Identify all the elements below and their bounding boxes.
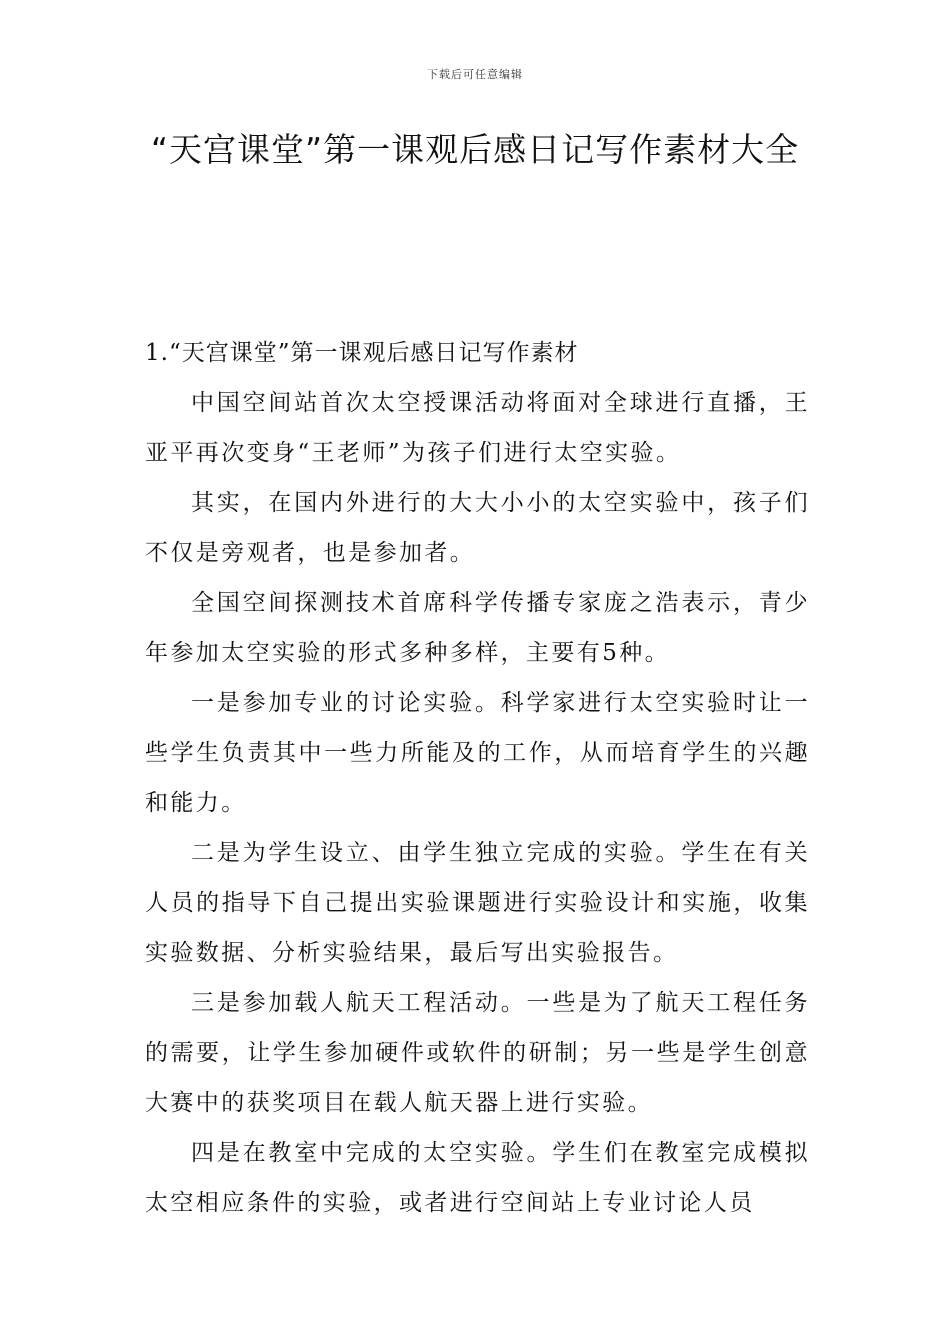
- paragraph: 二是为学生设立、由学生独立完成的实验。学生在有关人员的指导下自己提出实验课题进行实验设计和实施，收集实验数据、分析实验结果，最后写出实验报告。: [145, 840, 810, 966]
- paragraph: 四是在教室中完成的太空实验。学生们在教室完成模拟太空相应条件的实验，或者进行空间站上专业讨论人员: [145, 1140, 810, 1216]
- paragraph: 其实，在国内外进行的大大小小的太空实验中，孩子们不仅是旁观者，也是参加者。: [145, 490, 810, 566]
- paragraph: 中国空间站首次太空授课活动将面对全球进行直播，王亚平再次变身“王老师”为孩子们进行太空实验。: [145, 390, 810, 466]
- paragraph: 三是参加载人航天工程活动。一些是为了航天工程任务的需要，让学生参加硬件或软件的研制；另一些是学生创意大赛中的获奖项目在载人航天器上进行实验。: [145, 990, 810, 1116]
- paragraph: 一是参加专业的讨论实验。科学家进行太空实验时让一些学生负责其中一些力所能及的工作，从而培育学生的兴趣和能力。: [145, 690, 810, 816]
- header-note: 下载后可任意编辑: [427, 68, 523, 81]
- section-heading: 1.“天宫课堂”第一课观后感日记写作素材: [145, 340, 579, 366]
- document-body: [145, 328, 810, 1228]
- document-title: “天宫课堂”第一课观后感日记写作素材大全: [150, 130, 800, 169]
- paragraph: 全国空间探测技术首席科学传播专家庞之浩表示，青少年参加太空实验的形式多种多样，主要有5种。: [145, 590, 810, 666]
